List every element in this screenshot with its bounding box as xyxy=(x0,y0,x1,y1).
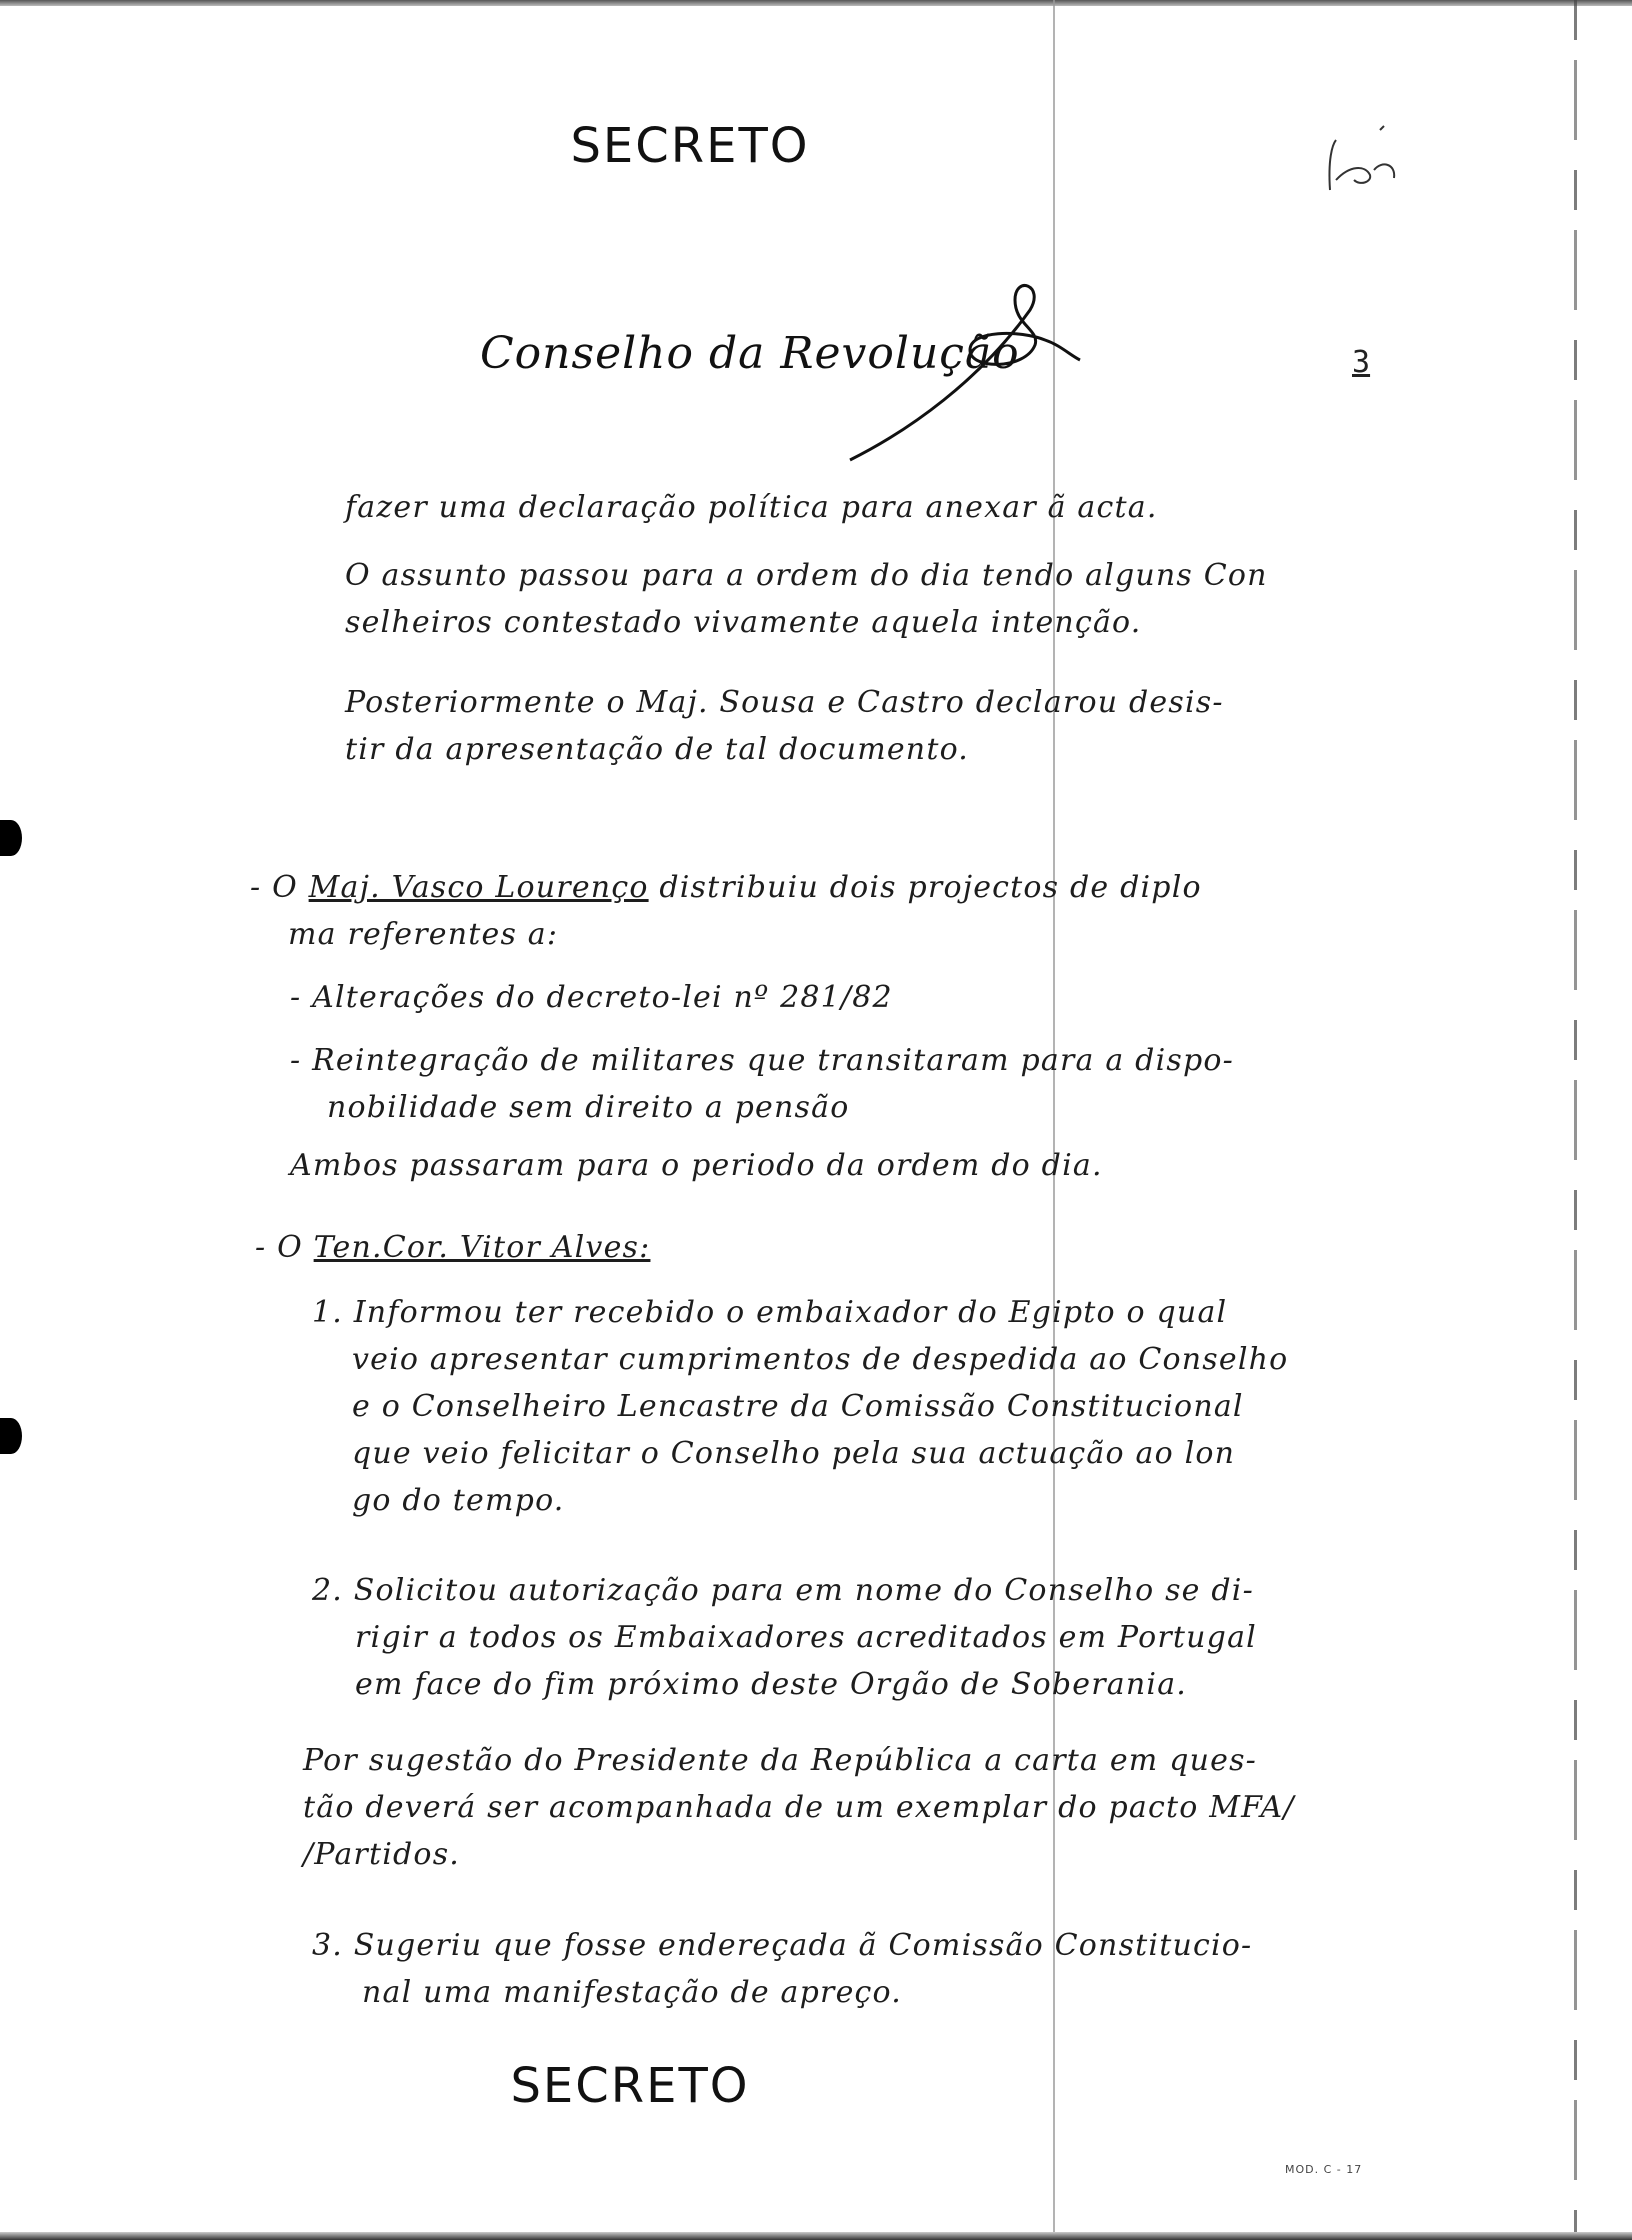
scan-bottom-edge xyxy=(0,2232,1632,2240)
numbered-item: 1. Informou ter recebido o embaixador do Egipto o qual xyxy=(312,1295,1228,1330)
text-line: nobilidade sem direito a pensão xyxy=(327,1090,850,1125)
text-line: fazer uma declaração política para anexar ã acta. xyxy=(345,490,1158,525)
handwritten-initials-icon xyxy=(1310,120,1420,210)
text-line: go do tempo. xyxy=(352,1483,565,1518)
signature-flourish-icon xyxy=(820,270,1100,470)
text-line: nal uma manifestação de apreço. xyxy=(362,1975,903,2010)
sub-item: - Reintegração de militares que transitaram para a dispo- xyxy=(290,1043,1234,1078)
text-line: /Partidos. xyxy=(303,1837,461,1872)
speaker-name: Maj. Vasco Lourenço xyxy=(308,870,649,905)
numbered-item: 3. Sugeriu que fosse endereçada ã Comissão Constitucio- xyxy=(312,1928,1253,1963)
form-code: MOD. C - 17 xyxy=(1285,2163,1363,2176)
text-line: Por sugestão do Presidente da República a carta em ques- xyxy=(303,1743,1258,1778)
page-number: 3 xyxy=(1352,345,1371,380)
item-text: distribuiu dois projectos de diplo xyxy=(659,870,1202,905)
text-line: rigir a todos os Embaixadores acreditados em Portugal xyxy=(355,1620,1257,1655)
text-line: que veio felicitar o Conselho pela sua actuação ao lon xyxy=(352,1436,1236,1471)
speaker-name: Ten.Cor. Vitor Alves: xyxy=(313,1230,651,1265)
text-line: selheiros contestado vivamente aquela intenção. xyxy=(345,605,1142,640)
item-dash: - O xyxy=(250,870,298,905)
numbered-item: 2. Solicitou autorização para em nome do Conselho se di- xyxy=(312,1573,1254,1608)
text-line: ma referentes a: xyxy=(288,917,559,952)
text-line: Ambos passaram para o periodo da ordem do dia. xyxy=(290,1148,1103,1183)
letterhead-title: Conselho da Revolução xyxy=(480,328,1020,379)
text-line: O assunto passou para a ordem do dia tendo alguns Con xyxy=(345,558,1268,593)
text-line: tir da apresentação de tal documento. xyxy=(345,732,970,767)
sub-item: - Alterações do decreto-lei nº 281/82 xyxy=(290,980,893,1015)
classification-stamp-top: SECRETO xyxy=(570,118,810,174)
text-line: veio apresentar cumprimentos de despedida ao Conselho xyxy=(352,1342,1289,1377)
agenda-item-lourenco xyxy=(250,870,1202,905)
text-line: tão deverá ser acompanhada de um exemplar do pacto MFA/ xyxy=(303,1790,1295,1825)
text-line: Posteriormente o Maj. Sousa e Castro declarou desis- xyxy=(345,685,1224,720)
scan-top-edge xyxy=(0,0,1632,6)
classification-stamp-bottom: SECRETO xyxy=(510,2058,750,2114)
item-dash: - O xyxy=(255,1230,303,1265)
punch-hole-top xyxy=(0,820,22,856)
agenda-item-alves xyxy=(255,1230,650,1265)
punch-hole-bottom xyxy=(0,1418,22,1454)
text-line: em face do fim próximo deste Orgão de Soberania. xyxy=(355,1667,1188,1702)
scan-right-edge xyxy=(1574,0,1577,2240)
text-line: e o Conselheiro Lencastre da Comissão Constitucional xyxy=(352,1389,1244,1424)
